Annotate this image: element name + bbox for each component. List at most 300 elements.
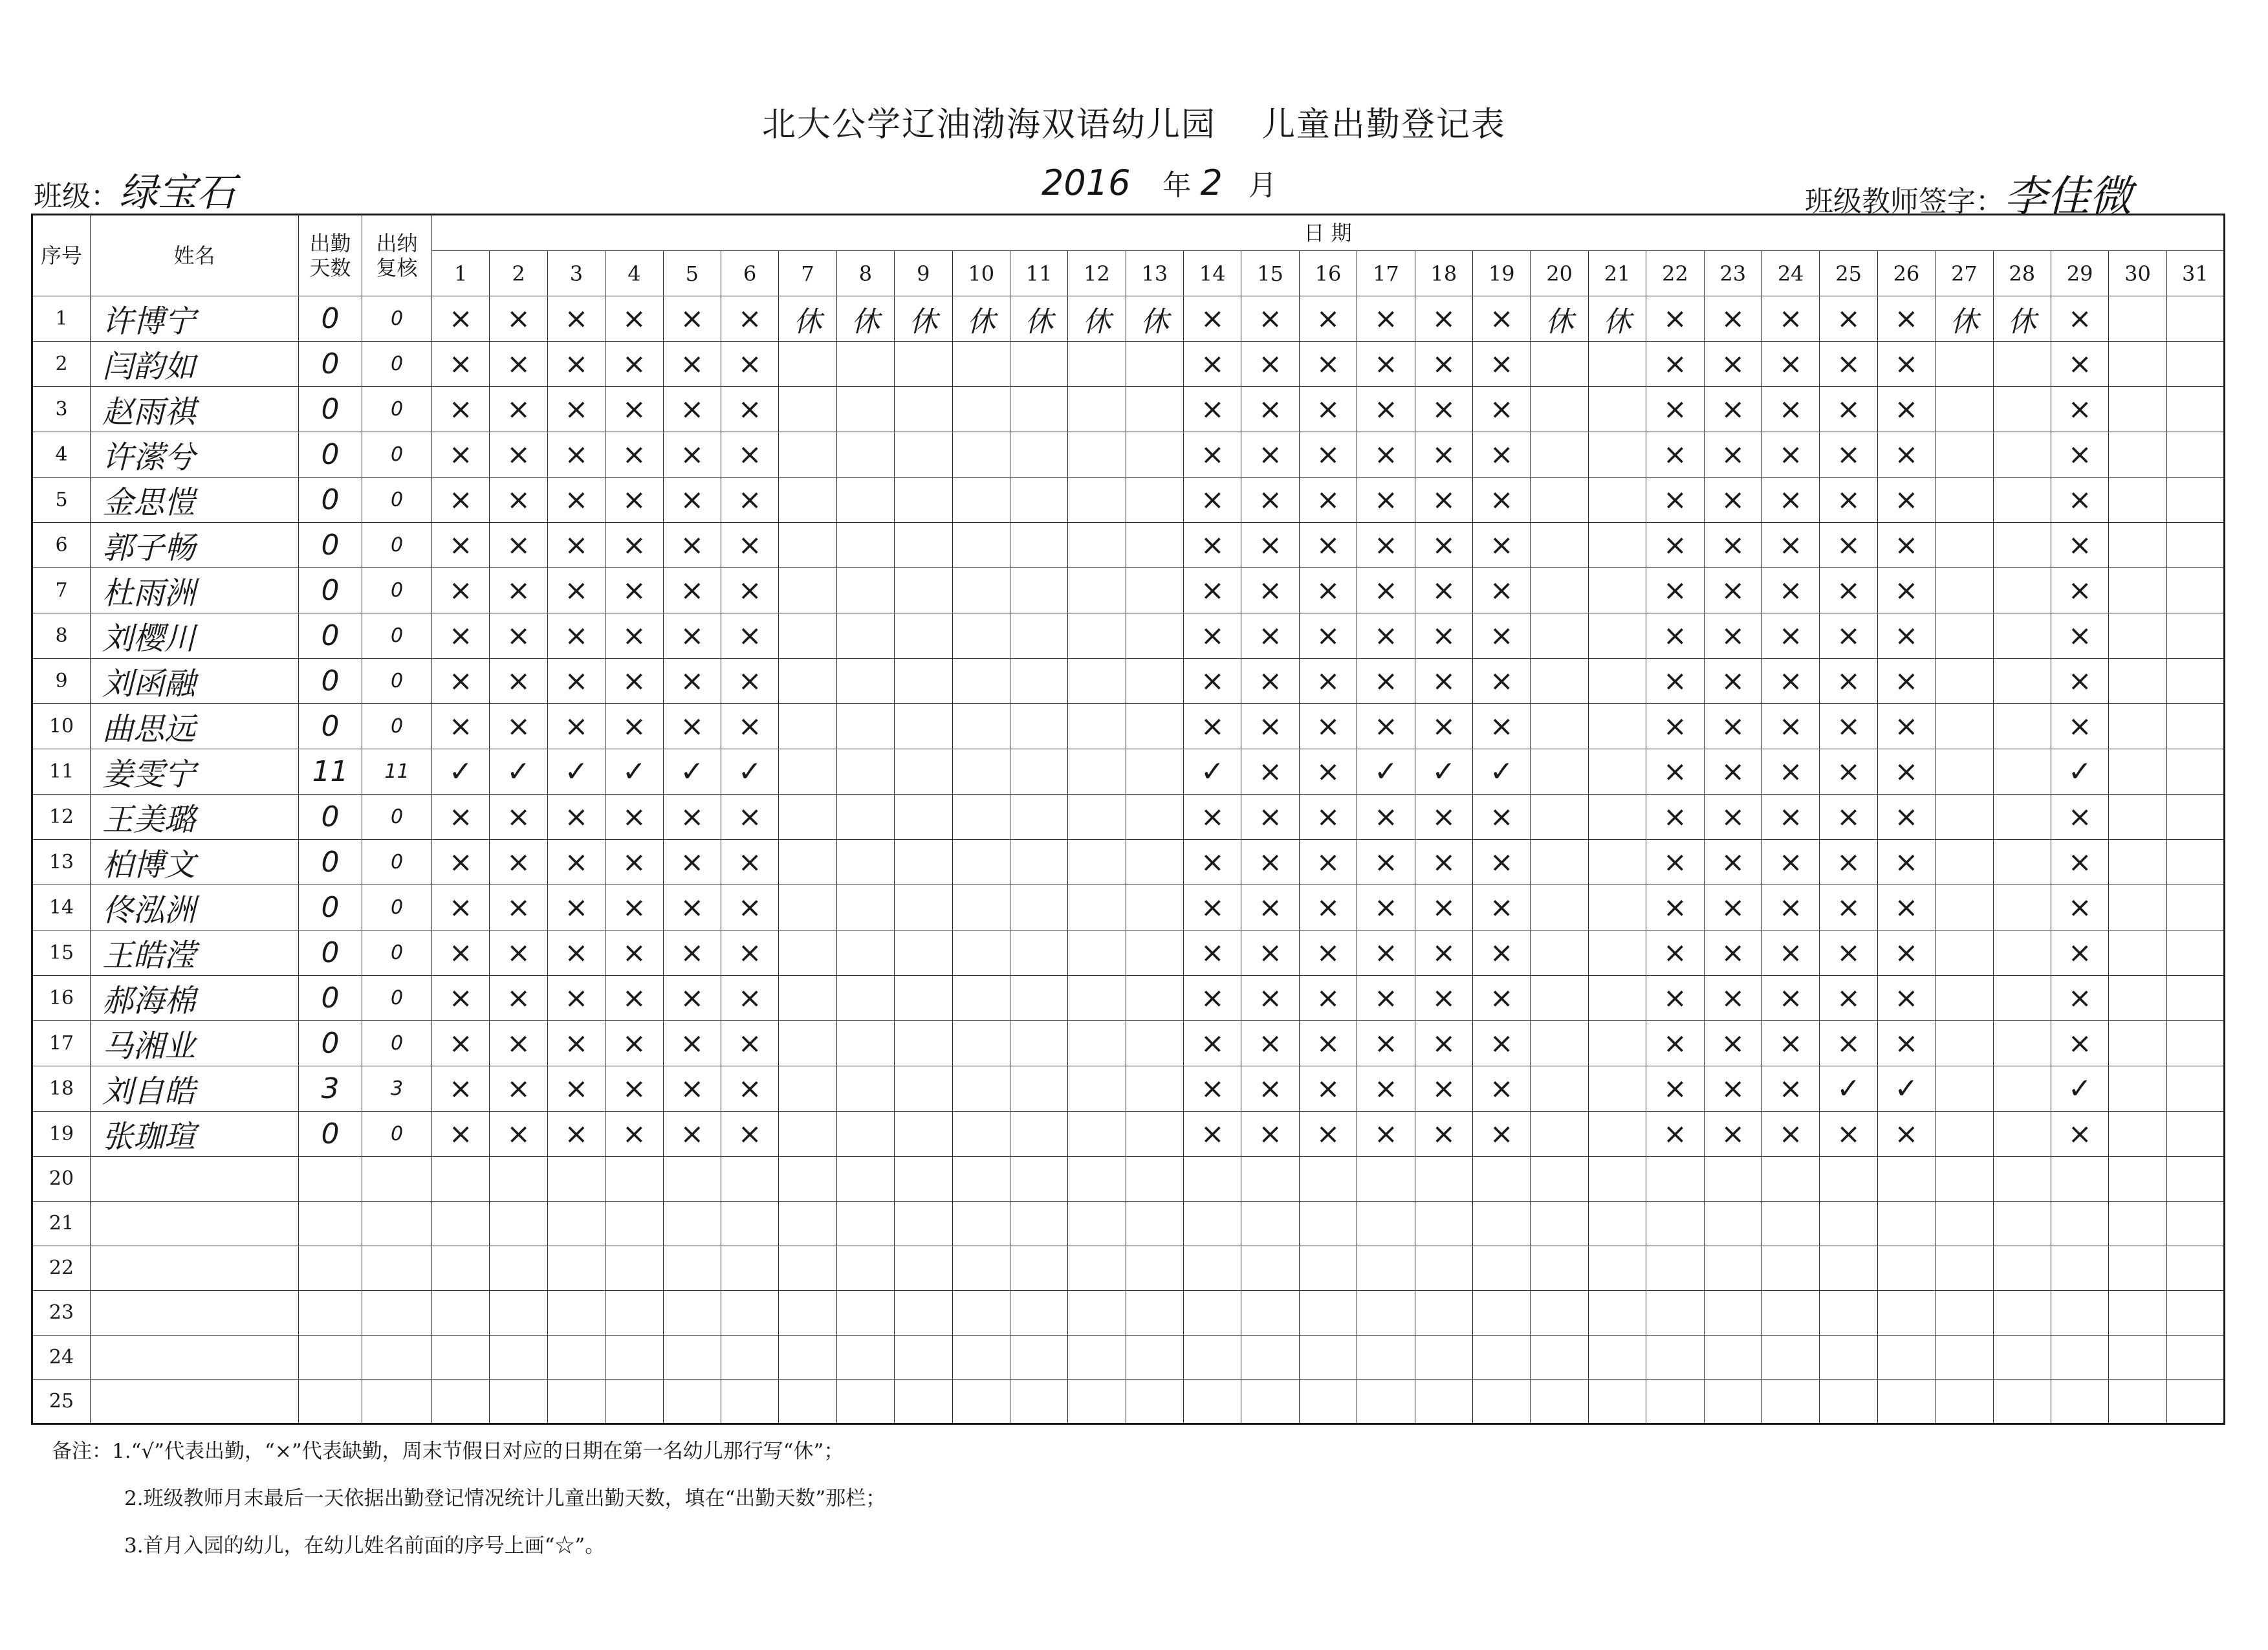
attendance-days: 0 (299, 613, 362, 659)
attendance-mark (1241, 1335, 1299, 1380)
attendance-mark (605, 1380, 663, 1424)
attendance-mark (490, 1335, 547, 1380)
attendance-mark: × (1646, 478, 1704, 523)
attendance-mark (2166, 568, 2224, 613)
days-header (299, 215, 362, 296)
attendance-mark: × (605, 1021, 663, 1066)
attendance-days (299, 1290, 362, 1335)
child-name: 柏博文 (91, 840, 299, 885)
cashier-check: 0 (362, 885, 432, 930)
attendance-mark: × (721, 432, 778, 478)
attendance-mark (2166, 1335, 2224, 1380)
attendance-mark: × (547, 976, 605, 1021)
table-row (32, 478, 2225, 523)
attendance-mark: × (432, 1021, 490, 1066)
attendance-mark (1010, 1380, 1067, 1424)
attendance-mark (952, 1201, 1010, 1246)
attendance-days: 0 (299, 1021, 362, 1066)
attendance-mark (1473, 1380, 1531, 1424)
attendance-mark (952, 387, 1010, 432)
attendance-mark (1704, 1335, 1761, 1380)
attendance-mark: × (547, 1066, 605, 1112)
date-header: 日 期 (432, 215, 2225, 251)
attendance-mark: × (1357, 976, 1415, 1021)
check-header (362, 215, 432, 296)
attendance-mark (1820, 1380, 1877, 1424)
attendance-mark (432, 1380, 490, 1424)
attendance-mark (2109, 1066, 2166, 1112)
attendance-mark (1588, 749, 1646, 795)
form-name: 儿童出勤登记表 (1261, 105, 1507, 144)
attendance-mark (1531, 749, 1588, 795)
row-seq: 4 (32, 432, 91, 478)
attendance-mark (779, 749, 836, 795)
attendance-mark: × (1241, 296, 1299, 342)
attendance-mark (1357, 1335, 1415, 1380)
attendance-mark (1935, 749, 1993, 795)
attendance-mark: × (1357, 523, 1415, 568)
child-name: 赵雨祺 (91, 387, 299, 432)
attendance-mark: × (1877, 976, 1935, 1021)
attendance-mark (1531, 976, 1588, 1021)
table-row (32, 1380, 2225, 1424)
attendance-mark: × (605, 387, 663, 432)
attendance-mark (1184, 1201, 1241, 1246)
attendance-mark (1126, 1380, 1183, 1424)
attendance-mark (1184, 1380, 1241, 1424)
attendance-mark: × (1184, 432, 1241, 478)
date-col-28: 28 (1993, 251, 2051, 296)
attendance-days: 0 (299, 885, 362, 930)
attendance-mark (605, 1201, 663, 1246)
attendance-mark: × (721, 795, 778, 840)
row-seq: 15 (32, 930, 91, 976)
attendance-mark (1126, 478, 1183, 523)
attendance-mark: × (490, 296, 547, 342)
attendance-mark: × (1877, 342, 1935, 387)
attendance-mark (952, 342, 1010, 387)
cashier-check: 0 (362, 976, 432, 1021)
attendance-mark: × (1704, 976, 1761, 1021)
attendance-mark: × (605, 659, 663, 704)
attendance-mark: × (432, 342, 490, 387)
table-row (32, 296, 2225, 342)
class-label: 班级： (34, 180, 119, 213)
attendance-mark (1588, 1335, 1646, 1380)
attendance-mark: × (1877, 387, 1935, 432)
attendance-mark (952, 749, 1010, 795)
attendance-mark (1646, 1201, 1704, 1246)
attendance-mark (2166, 1157, 2224, 1202)
attendance-mark (1068, 930, 1126, 976)
attendance-mark: × (1761, 387, 1819, 432)
attendance-mark (2166, 1201, 2224, 1246)
attendance-mark (2166, 930, 2224, 976)
attendance-mark (2166, 1066, 2224, 1112)
attendance-days (299, 1335, 362, 1380)
attendance-mark (1010, 1066, 1067, 1112)
table-row (32, 930, 2225, 976)
attendance-mark: × (432, 840, 490, 885)
attendance-mark: × (1299, 342, 1357, 387)
attendance-mark: × (1704, 1021, 1761, 1066)
attendance-mark: × (1820, 478, 1877, 523)
attendance-mark: × (663, 613, 721, 659)
table-row (32, 1246, 2225, 1290)
attendance-mark (952, 976, 1010, 1021)
days-header-line2: 天数 (309, 256, 351, 280)
attendance-mark: × (1877, 840, 1935, 885)
table-row (32, 840, 2225, 885)
attendance-mark (952, 1335, 1010, 1380)
attendance-mark (1935, 1380, 1993, 1424)
attendance-mark: × (2051, 976, 2108, 1021)
attendance-mark (1126, 1335, 1183, 1380)
attendance-mark (1646, 1290, 1704, 1335)
attendance-mark (1993, 976, 2051, 1021)
attendance-mark: × (1415, 704, 1472, 749)
attendance-mark (2051, 1290, 2108, 1335)
attendance-mark (1993, 795, 2051, 840)
attendance-mark (2166, 342, 2224, 387)
attendance-mark (1531, 1246, 1588, 1290)
attendance-mark (952, 1066, 1010, 1112)
attendance-mark: × (1299, 478, 1357, 523)
attendance-mark: × (1646, 659, 1704, 704)
attendance-mark (605, 1335, 663, 1380)
attendance-mark: ✓ (1877, 1066, 1935, 1112)
child-name (91, 1380, 299, 1424)
attendance-mark (1126, 1201, 1183, 1246)
attendance-mark: × (721, 568, 778, 613)
attendance-mark (952, 795, 1010, 840)
attendance-mark (2109, 840, 2166, 885)
attendance-mark: × (1415, 342, 1472, 387)
attendance-days: 0 (299, 930, 362, 976)
attendance-mark: × (1241, 659, 1299, 704)
attendance-mark: ✓ (1473, 749, 1531, 795)
attendance-mark: × (1357, 1066, 1415, 1112)
attendance-mark: × (605, 885, 663, 930)
attendance-mark: × (1241, 387, 1299, 432)
attendance-mark (1531, 568, 1588, 613)
attendance-mark (2109, 1246, 2166, 1290)
date-col-29: 29 (2051, 251, 2108, 296)
attendance-mark (663, 1380, 721, 1424)
attendance-mark: × (1241, 568, 1299, 613)
attendance-mark (1935, 1066, 1993, 1112)
attendance-mark: × (1820, 296, 1877, 342)
attendance-mark (1531, 387, 1588, 432)
table-row (32, 342, 2225, 387)
attendance-mark (1935, 930, 1993, 976)
attendance-mark: × (1241, 523, 1299, 568)
attendance-mark (836, 342, 894, 387)
attendance-mark (1299, 1290, 1357, 1335)
table-row (32, 1066, 2225, 1112)
attendance-mark (1993, 1066, 2051, 1112)
attendance-mark: × (1184, 795, 1241, 840)
attendance-mark: × (1877, 885, 1935, 930)
attendance-mark (895, 1246, 952, 1290)
table-row (32, 432, 2225, 478)
attendance-mark: × (547, 387, 605, 432)
attendance-mark: × (1357, 478, 1415, 523)
attendance-mark (1415, 1290, 1472, 1335)
attendance-mark (663, 1157, 721, 1202)
attendance-mark (1588, 976, 1646, 1021)
attendance-mark (1588, 1290, 1646, 1335)
attendance-mark: × (2051, 478, 2108, 523)
attendance-mark (2109, 1380, 2166, 1424)
attendance-mark: × (1820, 523, 1877, 568)
table-row (32, 704, 2225, 749)
attendance-mark (1010, 1201, 1067, 1246)
cashier-check: 11 (362, 749, 432, 795)
attendance-mark (952, 523, 1010, 568)
attendance-mark (779, 523, 836, 568)
attendance-mark (1010, 704, 1067, 749)
attendance-mark: × (490, 659, 547, 704)
attendance-mark (1068, 976, 1126, 1021)
attendance-mark (1126, 885, 1183, 930)
attendance-days: 3 (299, 1066, 362, 1112)
attendance-mark (895, 930, 952, 976)
child-name: 郭子畅 (91, 523, 299, 568)
attendance-mark (2051, 1380, 2108, 1424)
attendance-mark: × (1299, 1021, 1357, 1066)
attendance-mark: × (1761, 704, 1819, 749)
year-label: 年 (1162, 169, 1192, 202)
cashier-check: 0 (362, 523, 432, 568)
child-name: 许潆兮 (91, 432, 299, 478)
attendance-mark: × (1820, 885, 1877, 930)
attendance-mark (1935, 1246, 1993, 1290)
attendance-mark: × (1473, 613, 1531, 659)
child-name (91, 1290, 299, 1335)
attendance-mark (895, 613, 952, 659)
attendance-mark: × (1357, 840, 1415, 885)
attendance-mark (1993, 885, 2051, 930)
attendance-mark: × (1704, 1112, 1761, 1157)
attendance-mark (1935, 659, 1993, 704)
attendance-mark (836, 1290, 894, 1335)
attendance-mark (779, 659, 836, 704)
attendance-mark (1126, 1066, 1183, 1112)
attendance-mark: × (605, 432, 663, 478)
cashier-check: 0 (362, 613, 432, 659)
attendance-mark (2109, 704, 2166, 749)
attendance-mark: × (663, 432, 721, 478)
attendance-mark (1588, 1380, 1646, 1424)
attendance-mark: × (1241, 704, 1299, 749)
attendance-mark: × (432, 296, 490, 342)
attendance-mark: × (1473, 840, 1531, 885)
date-col-4: 4 (605, 251, 663, 296)
attendance-mark: × (721, 342, 778, 387)
attendance-mark: × (1704, 613, 1761, 659)
attendance-mark: × (547, 478, 605, 523)
attendance-mark: × (721, 1021, 778, 1066)
attendance-mark: × (490, 795, 547, 840)
attendance-mark: × (1646, 885, 1704, 930)
attendance-mark (1646, 1380, 1704, 1424)
attendance-mark: × (1877, 478, 1935, 523)
attendance-mark: × (1646, 1112, 1704, 1157)
attendance-mark: × (1184, 1066, 1241, 1112)
attendance-mark (1704, 1157, 1761, 1202)
attendance-mark: × (605, 1066, 663, 1112)
attendance-mark: × (1877, 1112, 1935, 1157)
attendance-mark (1531, 1021, 1588, 1066)
attendance-mark: × (1646, 523, 1704, 568)
date-col-13: 13 (1126, 251, 1183, 296)
attendance-mark (779, 795, 836, 840)
attendance-mark (2166, 749, 2224, 795)
attendance-mark: × (1299, 568, 1357, 613)
attendance-mark (1935, 432, 1993, 478)
attendance-mark (1761, 1335, 1819, 1380)
attendance-mark: × (1357, 342, 1415, 387)
attendance-mark (2109, 568, 2166, 613)
attendance-mark: × (432, 523, 490, 568)
attendance-mark (1588, 432, 1646, 478)
attendance-mark: × (547, 342, 605, 387)
attendance-mark (2166, 659, 2224, 704)
attendance-mark (1588, 1066, 1646, 1112)
attendance-mark (663, 1290, 721, 1335)
attendance-mark: × (605, 704, 663, 749)
cashier-check: 0 (362, 930, 432, 976)
attendance-mark (2109, 976, 2166, 1021)
attendance-mark (1126, 930, 1183, 976)
attendance-mark: × (490, 568, 547, 613)
attendance-mark (1068, 478, 1126, 523)
date-col-18: 18 (1415, 251, 1472, 296)
cashier-check (362, 1380, 432, 1424)
attendance-mark: × (1184, 704, 1241, 749)
attendance-mark: × (1761, 885, 1819, 930)
attendance-mark (1761, 1157, 1819, 1202)
attendance-mark: × (1704, 659, 1761, 704)
child-name: 姜雯宁 (91, 749, 299, 795)
attendance-mark: × (1415, 840, 1472, 885)
child-name: 刘函融 (91, 659, 299, 704)
attendance-mark (1299, 1201, 1357, 1246)
attendance-mark (1761, 1380, 1819, 1424)
attendance-mark: × (1473, 930, 1531, 976)
attendance-mark: × (1357, 795, 1415, 840)
attendance-mark (952, 659, 1010, 704)
attendance-mark (952, 1157, 1010, 1202)
note-line-2: 2.班级教师月末最后一天依据出勤登记情况统计儿童出勤天数，填在“出勤天数”那栏； (124, 1487, 886, 1510)
attendance-mark (895, 387, 952, 432)
child-name (91, 1246, 299, 1290)
attendance-mark: × (1473, 1112, 1531, 1157)
date-col-19: 19 (1473, 251, 1531, 296)
attendance-mark: × (605, 613, 663, 659)
attendance-mark: × (1415, 523, 1472, 568)
attendance-mark (1241, 1201, 1299, 1246)
attendance-mark: × (1415, 387, 1472, 432)
attendance-mark (836, 749, 894, 795)
attendance-mark: × (1184, 478, 1241, 523)
row-seq: 20 (32, 1157, 91, 1202)
attendance-mark (1010, 523, 1067, 568)
attendance-mark: × (547, 1021, 605, 1066)
attendance-mark (490, 1380, 547, 1424)
attendance-mark: × (1646, 296, 1704, 342)
attendance-mark (1299, 1380, 1357, 1424)
attendance-mark: × (1357, 885, 1415, 930)
cashier-check: 0 (362, 659, 432, 704)
attendance-mark: × (1241, 795, 1299, 840)
attendance-mark: × (1877, 930, 1935, 976)
attendance-mark (779, 613, 836, 659)
attendance-mark: × (1357, 568, 1415, 613)
attendance-mark (1068, 1380, 1126, 1424)
attendance-mark: × (1646, 840, 1704, 885)
attendance-days: 0 (299, 432, 362, 478)
child-name: 马湘业 (91, 1021, 299, 1066)
attendance-mark (1877, 1335, 1935, 1380)
attendance-mark (1068, 795, 1126, 840)
attendance-mark (1010, 478, 1067, 523)
attendance-mark: × (2051, 432, 2108, 478)
attendance-mark: 休 (895, 296, 952, 342)
cashier-check: 0 (362, 1112, 432, 1157)
attendance-mark (895, 795, 952, 840)
attendance-mark: × (547, 1112, 605, 1157)
attendance-mark (1820, 1290, 1877, 1335)
attendance-mark (1299, 1157, 1357, 1202)
attendance-mark (1820, 1335, 1877, 1380)
attendance-mark (1068, 704, 1126, 749)
attendance-mark: × (1646, 387, 1704, 432)
attendance-mark: × (663, 976, 721, 1021)
attendance-mark: × (1820, 1021, 1877, 1066)
attendance-mark (2051, 1201, 2108, 1246)
attendance-mark (1126, 432, 1183, 478)
attendance-mark: × (1299, 976, 1357, 1021)
child-name: 闫韵如 (91, 342, 299, 387)
attendance-mark (2166, 387, 2224, 432)
attendance-mark: × (721, 976, 778, 1021)
attendance-mark (952, 1380, 1010, 1424)
attendance-mark: × (1299, 840, 1357, 885)
attendance-mark (2166, 478, 2224, 523)
attendance-mark (895, 1290, 952, 1335)
attendance-mark (1473, 1246, 1531, 1290)
attendance-mark (1473, 1290, 1531, 1335)
attendance-mark (1531, 1066, 1588, 1112)
attendance-mark: × (663, 296, 721, 342)
date-col-16: 16 (1299, 251, 1357, 296)
attendance-mark (1010, 1290, 1067, 1335)
attendance-mark (952, 1290, 1010, 1335)
attendance-mark: × (663, 387, 721, 432)
attendance-mark (1993, 1335, 2051, 1380)
child-name (91, 1335, 299, 1380)
check-header-line1: 出纳 (376, 231, 418, 256)
attendance-mark (1126, 1112, 1183, 1157)
attendance-days (299, 1157, 362, 1202)
attendance-mark: 休 (1531, 296, 1588, 342)
attendance-mark: × (721, 613, 778, 659)
attendance-mark (605, 1246, 663, 1290)
attendance-mark: × (1820, 795, 1877, 840)
attendance-table (31, 214, 2225, 1425)
